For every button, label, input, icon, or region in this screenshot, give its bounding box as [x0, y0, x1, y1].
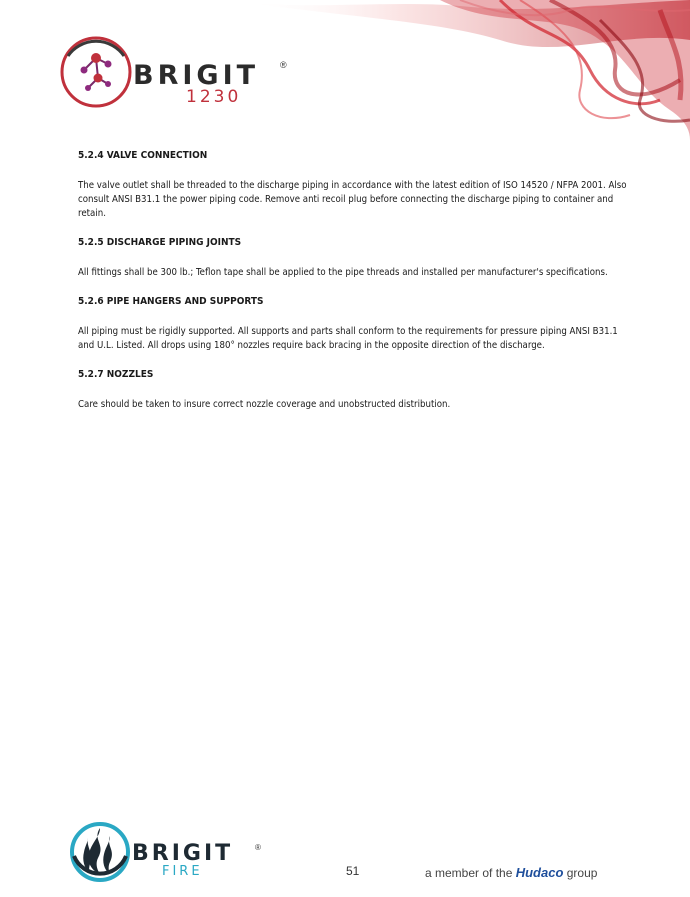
section-valve-connection — [78, 150, 628, 221]
brand-name: BRIGIT — [133, 60, 260, 91]
section-nozzles — [78, 369, 628, 412]
section-body: The valve outlet shall be threaded to the discharge piping in accordance with the latest edition of ISO 14520 / NFPA 2001. Also consult ANSI B31.1 the power piping code. Remove anti recoil plug before connecting the discharge piping to container and retain. — [78, 180, 627, 219]
section-title: 5.2.7 NOZZLES — [78, 369, 154, 380]
molecule-emblem-icon — [58, 34, 134, 110]
section-title: 5.2.6 PIPE HANGERS AND SUPPORTS — [78, 296, 264, 307]
section-body: All fittings shall be 300 lb.; Teflon tape shall be applied to the pipe threads and installed per manufacturer's specifications. — [78, 267, 608, 278]
section-pipe-hangers-and-supports — [78, 296, 628, 353]
flame-emblem-icon — [70, 820, 130, 884]
document-content — [78, 150, 628, 428]
footer-registered-mark: ® — [255, 843, 261, 852]
red-smoke-graphic — [240, 0, 690, 140]
section-title: 5.2.5 DISCHARGE PIPING JOINTS — [78, 237, 242, 248]
hudaco-brand: Hudaco — [515, 865, 564, 880]
footer-brand-name: BRIGIT — [132, 841, 234, 866]
member-prefix: a member of the — [425, 866, 513, 880]
section-title: 5.2.4 VALVE CONNECTION — [78, 150, 208, 161]
section-body: Care should be taken to insure correct nozzle coverage and unobstructed distribution. — [78, 399, 451, 410]
brand-product-number: 1230 — [186, 87, 242, 107]
member-suffix: group — [566, 866, 598, 880]
section-body: All piping must be rigidly supported. All supports and parts shall conform to the requirements for pressure piping ANSI B31.1 and U.L. Listed. All drops using 180° nozzles require back bracing in the opposite direction of the discharge. — [78, 326, 618, 351]
section-discharge-piping-joints — [78, 237, 628, 280]
page-number: 51 — [346, 864, 360, 878]
member-of-group-text — [425, 865, 597, 880]
brand-registered-mark: ® — [280, 60, 287, 70]
footer-brand-sub: FIRE — [162, 864, 203, 879]
